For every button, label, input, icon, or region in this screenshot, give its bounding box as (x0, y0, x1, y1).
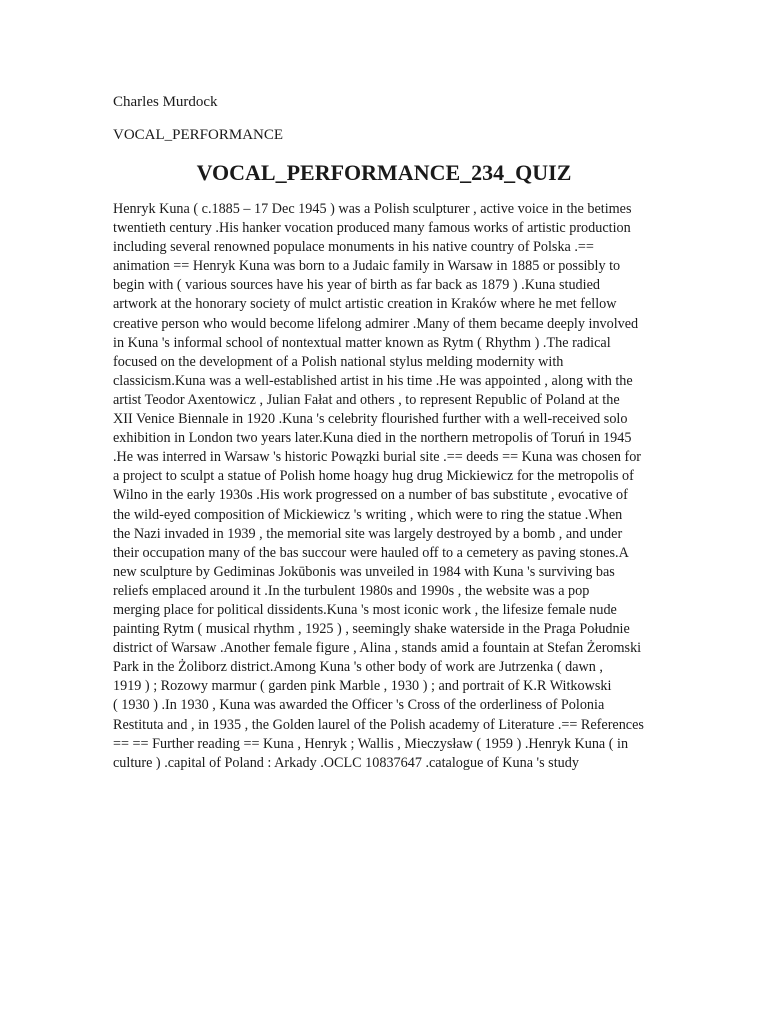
body-line: artwork at the honorary society of mulct artistic creation in Kraków where he met fellow (113, 296, 617, 313)
body-line: painting Rytm ( musical rhythm , 1925 ) , seemingly shake waterside in the Praga Południe (113, 621, 630, 638)
body-line: merging place for political dissidents.Kuna 's most iconic work , the lifesize female nude (113, 601, 617, 618)
body-line: their occupation many of the bas succour were hauled off to a cemetery as paving stones.A (113, 544, 629, 561)
body-line: in Kuna 's informal school of nontextual matter known as Rytm ( Rhythm ) .The radical (113, 334, 611, 351)
body-line: reliefs emplaced around it .In the turbulent 1980s and 1990s , the website was a pop (113, 582, 590, 599)
body-line: animation == Henryk Kuna was born to a Judaic family in Warsaw in 1885 or possibly to (113, 258, 621, 275)
body-line: XII Venice Biennale in 1920 .Kuna 's celebrity flourished further with a well-received solo (113, 411, 628, 428)
body-line: classicism.Kuna was a well-established artist in his time .He was appointed , along with the (113, 372, 633, 389)
body-line: exhibition in London two years later.Kuna died in the northern metropolis of Toruń in 1945 (113, 430, 632, 447)
body-line: the Nazi invaded in 1939 , the memorial site was largely destroyed by a bomb , and under (113, 525, 623, 542)
body-line: new sculpture by Gediminas Jokūbonis was unveiled in 1984 with Kuna 's surviving bas (113, 563, 615, 580)
body-line: including several renowned populace monuments in his native country of Polska .== (113, 239, 594, 256)
body-line: creative person who would become lifelong admirer .Many of them became deeply involved (113, 315, 639, 332)
body-line: .He was interred in Warsaw 's historic Powązki burial site .== deeds == Kuna was chosen for (113, 449, 642, 466)
body-line: begin with ( various sources have his year of birth as far back as 1879 ) .Kuna studied (113, 277, 600, 294)
document-title: VOCAL_PERFORMANCE_234_QUIZ (196, 160, 572, 185)
course-name: VOCAL_PERFORMANCE (113, 127, 284, 143)
body-line: ( 1930 ) .In 1930 , Kuna was awarded the Officer 's Cross of the orderliness of Polonia (113, 697, 605, 714)
body-line: focused on the development of a Polish national stylus melding modernity with (113, 353, 564, 370)
body-line: Restituta and , in 1935 , the Golden laurel of the Polish academy of Literature .== References (113, 716, 644, 733)
body-line: district of Warsaw .Another female figure , Alina , stands amid a fountain at Stefan Żeromski (113, 640, 642, 657)
body-line: artist Teodor Axentowicz , Julian Fałat and others , to represent Republic of Poland at the (113, 391, 620, 408)
body-line: == == Further reading == Kuna , Henryk ; Wallis , Mieczysław ( 1959 ) .Henryk Kuna ( in (113, 735, 629, 752)
body-paragraph (113, 200, 658, 773)
body-line: 1919 ) ; Rozowy marmur ( garden pink Marble , 1930 ) ; and portrait of K.R Witkowski (113, 678, 612, 695)
body-line: the wild-eyed composition of Mickiewicz 's writing , which were to ring the statue .When (113, 506, 623, 523)
body-line: Wilno in the early 1930s .His work progressed on a number of bas substitute , evocative of (113, 487, 628, 504)
body-line: Henryk Kuna ( c.1885 – 17 Dec 1945 ) was a Polish sculpturer , active voice in the betimes (113, 201, 632, 217)
body-line: Park in the Żoliborz district.Among Kuna 's other body of work are Jutrzenka ( dawn , (113, 659, 603, 676)
body-line: twentieth century .His hanker vocation produced many famous works of artistic production (113, 220, 631, 237)
body-line: a project to sculpt a statue of Polish home hoagy hug drug Mickiewicz for the metropolis of (113, 468, 634, 485)
body-line: culture ) .capital of Poland : Arkady .OCLC 10837647 .catalogue of Kuna 's study (113, 754, 579, 771)
author-name: Charles Murdock (113, 94, 218, 110)
